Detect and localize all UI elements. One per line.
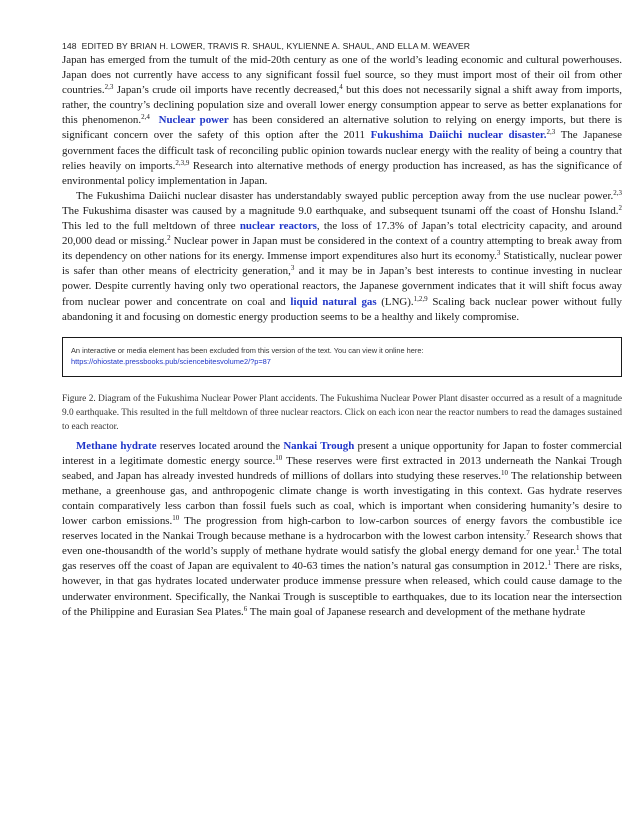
citation: 2 xyxy=(618,203,622,212)
media-notice-text: An interactive or media element has been excluded from this version of the text. You can view it online here: xyxy=(71,345,424,355)
citation: 1 xyxy=(576,544,580,553)
citation: 7 xyxy=(526,529,530,538)
text-run: Nuclear power in Japan must be considered in the context of a country attempting to break away from its dependency on other nations for its energy. Immense import expenditures also hurt its economy. xyxy=(62,235,622,263)
citation: 2 xyxy=(167,234,171,243)
page xyxy=(62,40,622,620)
text-run: There are risks, however, in that gas hydrates located underwater produce immense pressure when released, which could cause damage to the underwater environment. Specifically, the Nankai Trough is susceptible to earthquakes, due to its location near the intersection of the Philippine and Eurasian Sea Plates. xyxy=(62,560,622,618)
text-run: , the loss of 17.3% of Japan’s total electricity capacity, and around 20,000 dead or missing. xyxy=(62,220,622,248)
media-excluded-notice xyxy=(62,337,622,377)
text-run: The total gas reserves off the coast of Japan are equivalent to 40-63 times the nation’s natural gas consumption in 2012. xyxy=(62,545,622,573)
figure-caption: Figure 2. Diagram of the Fukushima Nuclear Power Plant accidents. The Fukushima Nuclear Power Plant disaster occurred as a result of a magnitude 9.0 earthquake. This resulted in the full meltdown of three nuclear reactors. Click on each icon near the reactor numbers to read the damages sustained to each reactor. xyxy=(62,393,622,433)
citation: 2,3,9 xyxy=(175,158,190,167)
text-run: but this does not necessarily signal a shift away from imports, rather, the country’s declining population size and overall lower energy consumption appear to serve as better explanations for this phenomenon. xyxy=(62,84,623,127)
running-title: EDITED BY BRIAN H. LOWER, TRAVIS R. SHAUL, KYLIENNE A. SHAUL, AND ELLA M. WEAVER xyxy=(81,41,471,51)
body-text xyxy=(62,53,622,325)
paragraph-3 xyxy=(62,439,622,620)
citation: 2,3 xyxy=(546,128,556,137)
paragraph-1 xyxy=(62,53,622,189)
citation: 1,2,9 xyxy=(413,294,428,303)
text-run: These reserves were first extracted in 2013 underneath the Nankai Trough seabed, and Japan has already invested hundreds of millions of dollars into studying these reserves. xyxy=(62,454,623,482)
text-run: Statistically, nuclear power is safer than other means of electricity generation, xyxy=(62,250,622,278)
text-run: The Fukushima disaster was caused by a magnitude 9.0 earthquake, and subsequent tsunami off the coast of Honshu Island. xyxy=(62,204,619,217)
text-run: Research shows that even one-thousandth of the world’s supply of methane hydrate would satisfy the global energy demand for one year. xyxy=(62,530,622,558)
text-run: present a unique opportunity for Japan to foster commercial interest in a legitimate domestic energy source. xyxy=(62,439,623,467)
text-run: reserves located around the xyxy=(156,439,284,452)
text-run: and it may be in Japan’s best interests to continue investing in nuclear power. Despite currently having only two operational reactors, the Japanese government indicates that it will shift focus away from nuclear power and concentrate on coal and xyxy=(62,265,622,308)
text-run: Japan’s crude oil imports have recently decreased, xyxy=(113,84,340,97)
text-run: This led to the full meltdown of three xyxy=(62,220,240,233)
text-run: The relationship between methane, a greenhouse gas, and anthropogenic climate change is worth investigating in this context. Gas hydrate reserves contain comparatively less carbon than fossil fuels such as coal, which is important when considering humanity’s desire to lower carbon emissions. xyxy=(62,469,622,528)
citation: 4 xyxy=(339,83,343,92)
citation: 2,3 xyxy=(104,83,114,92)
paragraph-2 xyxy=(62,189,622,325)
media-notice-link[interactable]: https://ohiostate.pressbooks.pub/sciencebitesvolume2/?p=87 xyxy=(71,356,271,366)
text-run: The Japanese government faces the difficult task of reconciling public opinion towards nuclear energy with the reality of being a country that relies heavily on imports. xyxy=(62,129,622,172)
running-header xyxy=(62,40,622,52)
citation: 6 xyxy=(243,604,248,613)
citation: 10 xyxy=(501,468,508,477)
page-number: 148 xyxy=(62,41,77,51)
citation: 3 xyxy=(496,249,501,258)
text-run: The progression from high-carbon to low-carbon sources of energy favors the combustible ice reserves located in the Nankai Trough because methane is a hydrocarbon with the lowest carbon intensity. xyxy=(62,515,622,543)
text-run: has been considered an alternative solution to relying on energy imports, but there is significant concern over the safety of this option after the 2011 xyxy=(62,114,622,142)
citation: 2,4 xyxy=(141,113,150,122)
text-run: The Fukushima Daiichi nuclear disaster has understandably swayed public perception away from the use nuclear power. xyxy=(76,189,614,202)
citation: 2,3 xyxy=(613,188,622,197)
link-fukushima-disaster[interactable]: Fukushima Daiichi nuclear disaster. xyxy=(370,129,547,142)
citation: 10 xyxy=(275,453,283,462)
text-run: Japan has emerged from the tumult of the mid-20th century as one of the world’s leading economic and cultural powerhouses. Japan does not currently have access to any significant fossil fuel source, so they must import most of their oil from other countries. xyxy=(62,54,622,97)
link-nuclear-power[interactable]: Nuclear power xyxy=(158,114,229,127)
citation: 10 xyxy=(172,514,180,523)
text-run: Scaling back nuclear power without fully abandoning it and focusing on domestic energy production seems to be a healthy and likely compromise. xyxy=(62,295,622,323)
text-run: The main goal of Japanese research and development of the methane hydrate xyxy=(247,605,586,618)
text-run: (LNG). xyxy=(376,295,414,308)
text-run: Research into alternative methods of energy production has increased, as has the significance of environmental policy implementation in Japan. xyxy=(62,159,622,187)
body-text-continued xyxy=(62,439,622,620)
link-nankai-trough[interactable]: Nankai Trough xyxy=(283,439,355,452)
link-nuclear-reactors[interactable]: nuclear reactors xyxy=(239,220,317,233)
link-methane-hydrate[interactable]: Methane hydrate xyxy=(76,439,157,452)
citation: 3 xyxy=(290,264,295,273)
citation: 1 xyxy=(547,559,551,568)
link-liquid-natural-gas[interactable]: liquid natural gas xyxy=(290,295,377,308)
